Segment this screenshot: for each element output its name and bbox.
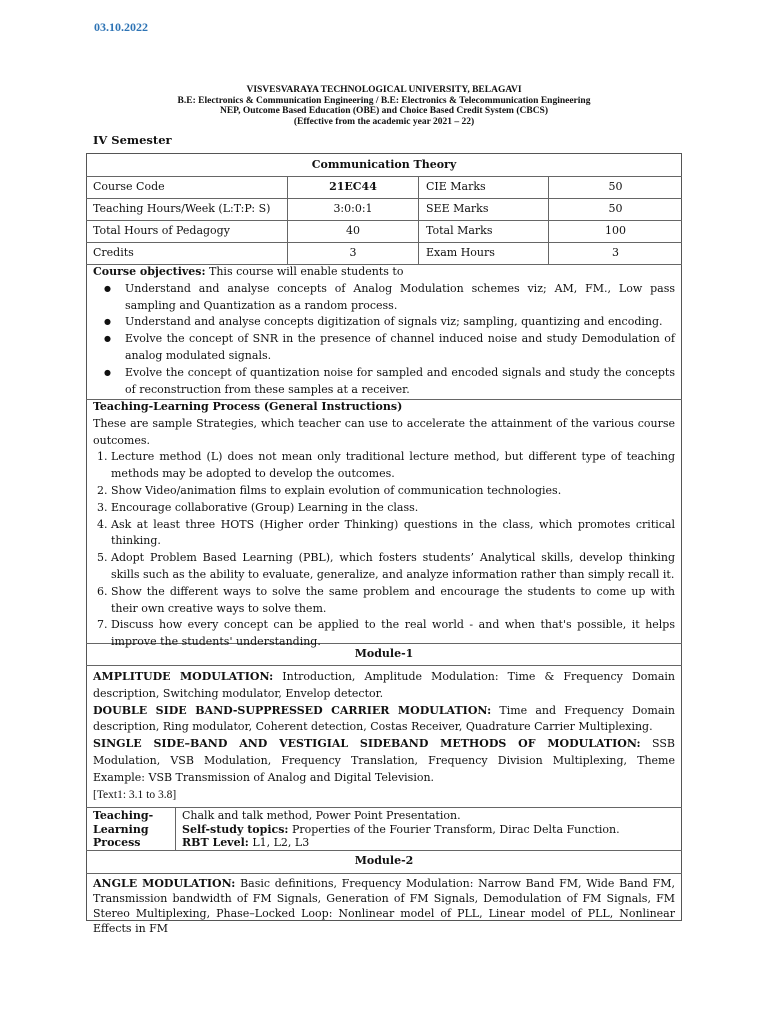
pedagogy-hours-label: Total Hours of Pedagogy (93, 224, 230, 237)
m1-self-study-text: Properties of the Fourier Transform, Dirac Delta Function. (288, 822, 620, 836)
course-title: Communication Theory (311, 158, 457, 171)
objectives-label: Course objectives: (93, 265, 206, 278)
m1-tlp-details (182, 809, 620, 850)
teaching-hours-label: Teaching Hours/Week (L:T:P: S) (93, 202, 271, 215)
m1-topic-head: DOUBLE SIDE BAND-SUPPRESSED CARRIER MODULATION: (93, 703, 492, 717)
table-rule (86, 873, 682, 874)
m2-topic-head: ANGLE MODULATION: (93, 877, 236, 890)
effective-line: (Effective from the academic year 2021 – 22) (293, 116, 475, 127)
semester-label: IV Semester (93, 133, 172, 147)
credits-value: 3 (349, 246, 357, 259)
table-rule (86, 242, 682, 243)
objective-item: ● Understand and analyse concepts digitization of signals viz; sampling, quantizing and encoding. (93, 314, 675, 331)
m1-topic-text: SSB Modulation, VSB Modulation, Frequency Translation, Frequency Division Multiplexing, Theme Example: VSB Transmission of Analog and Digital Television. (93, 737, 675, 784)
module-1-reference: [Text1: 3.1 to 3.8] (93, 789, 177, 801)
module-2-content (93, 876, 675, 935)
university-name: VISVESVARAYA TECHNOLOGICAL UNIVERSITY, BELAGAVI (246, 85, 522, 95)
m1-tlp-methods: Chalk and talk method, Power Point Presentation. (182, 809, 461, 822)
cie-marks-label: CIE Marks (426, 180, 486, 193)
tlp-item: 2. Show Video/animation films to explain evolution of communication technologies. (111, 483, 675, 500)
see-marks-label: SEE Marks (426, 202, 489, 215)
table-rule (86, 176, 682, 177)
teaching-hours-value: 3:0:0:1 (333, 202, 373, 215)
teaching-learning-process (93, 399, 675, 651)
tlp-list (93, 449, 675, 651)
tlp-intro: These are sample Strategies, which teacher can use to accelerate the attainment of the various course outcomes. (93, 416, 675, 447)
table-rule (86, 198, 682, 199)
table-rule (175, 807, 176, 850)
see-marks-value: 50 (608, 202, 623, 215)
module-1-title: Module-1 (354, 647, 414, 660)
m1-tlp-label-line: Process (93, 836, 141, 849)
m1-tlp-label (93, 809, 153, 850)
scheme-line: NEP, Outcome Based Education (OBE) and Choice Based Credit System (CBCS) (219, 106, 549, 116)
credits-label: Credits (93, 246, 134, 259)
module-2-title: Module-2 (354, 854, 414, 867)
objective-item: ● Evolve the concept of quantization noise for sampled and encoded signals and study the concepts of reconstruction from these samples at a receiver. (93, 365, 675, 399)
course-objectives (93, 264, 675, 398)
pedagogy-hours-value: 40 (346, 224, 360, 237)
m1-topic-text: Time and Frequency Domain description, Ring modulator, Coherent detection, Costas Receiver, Quadrature Carrier Multiplexing. (93, 703, 675, 734)
tlp-item: 5. Adopt Problem Based Learning (PBL), which fosters students’ Analytical skills, develop thinking skills such as the ability to evaluate, generalize, and analyze information rather than simply recall it. (111, 550, 675, 584)
programme-line: B.E: Electronics & Communication Engineering / B.E: Electronics & Telecommunication Engineering (177, 95, 591, 106)
objective-item: ● Understand and analyse concepts of Analog Modulation schemes viz; AM, FM., Low pass sampling and Quantization as a random process. (93, 281, 675, 315)
exam-hours-label: Exam Hours (426, 246, 495, 259)
tlp-item: 3. Encourage collaborative (Group) Learning in the class. (111, 500, 675, 517)
tlp-item: 1. Lecture method (L) does not mean only traditional lecture method, but different type of teaching methods may be adopted to develop the outcomes. (111, 449, 675, 483)
objectives-intro: This course will enable students to (209, 265, 404, 278)
syllabus-header (86, 85, 682, 127)
tlp-item: 4. Ask at least three HOTS (Higher order Thinking) questions in the class, which promotes critical thinking. (111, 517, 675, 551)
document-date: 03.10.2022 (94, 20, 148, 34)
table-rule (86, 665, 682, 666)
tlp-item: 6. Show the different ways to solve the same problem and encourage the students to come up with their own creative ways to solve them. (111, 584, 675, 618)
tlp-item: 7. Discuss how every concept can be applied to the real world - and when that's possible, it helps improve the students' understanding. (111, 617, 675, 651)
module-1-content (93, 669, 675, 787)
m1-rbt-label: RBT Level: (182, 836, 249, 849)
total-marks-value: 100 (605, 224, 626, 237)
table-rule (86, 850, 682, 851)
course-code-label: Course Code (93, 180, 165, 193)
cie-marks-value: 50 (608, 180, 623, 193)
objective-item: ● Evolve the concept of SNR in the presence of channel induced noise and study Demodulation of analog modulated signals. (93, 331, 675, 365)
m1-self-study-label: Self-study topics: (182, 822, 289, 836)
m1-tlp-label-line: Teaching- (93, 809, 154, 822)
table-rule (418, 176, 419, 264)
tlp-title: Teaching-Learning Process (General Instructions) (93, 400, 403, 413)
table-rule (86, 220, 682, 221)
exam-hours-value: 3 (612, 246, 619, 259)
total-marks-label: Total Marks (426, 224, 493, 237)
m1-topic-head: AMPLITUDE MODULATION: (93, 670, 274, 683)
m1-topic-head: SINGLE SIDE–BAND AND VESTIGIAL SIDEBAND METHODS OF MODULATION: (93, 737, 641, 751)
course-code-value: 21EC44 (329, 180, 377, 193)
m2-topic-text: Basic definitions, Frequency Modulation: Narrow Band FM, Wide Band FM, Transmission bandwidth of FM Signals, Generation of FM Signals, Demodulation of FM Signals, FM Stereo Multiplexing, Phase–Locked Loop: Nonlinear model of PLL, Linear model of PLL, Nonlinear Effects in FM (93, 877, 675, 935)
m1-topic-text: Introduction, Amplitude Modulation: Time & Frequency Domain description, Switching modulator, Envelop detector. (93, 670, 676, 700)
m1-tlp-label-line: Learning (93, 822, 149, 836)
m1-rbt-text: L1, L2, L3 (248, 836, 310, 849)
